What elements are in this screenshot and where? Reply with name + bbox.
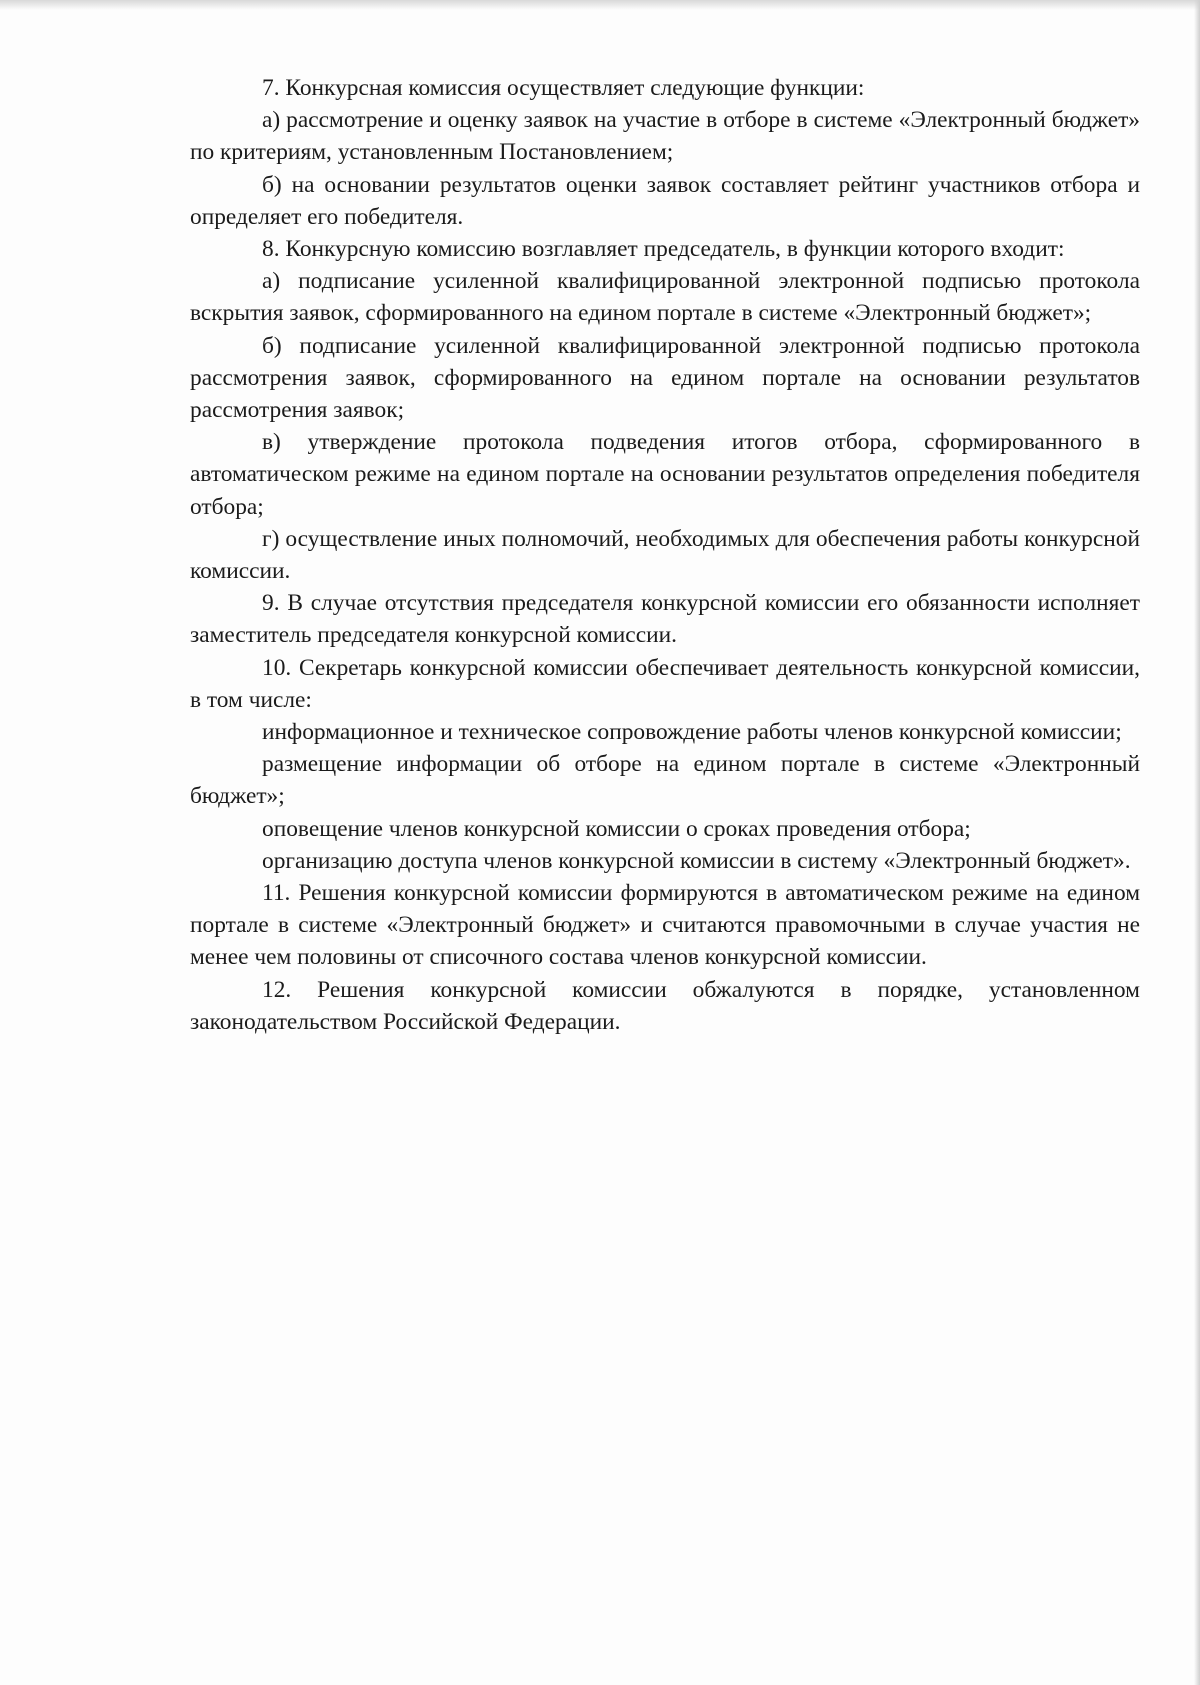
paragraph-10-item-4: организацию доступа членов конкурсной комиссии в систему «Электронный бюджет». [262,847,1131,874]
paragraph-11: 11. Решения конкурсной комиссии формируются в автоматическом режиме на едином портале в системе «Электронный бюджет» и считаются правомочными в случае участия не менее чем половины от списочного состава членов конкурсной комиссии. [190,880,1140,971]
paragraph-10-item-2: размещение информации об отборе на едином портале в системе «Электронный бюджет»; [190,751,1140,810]
paragraph-7: 7. Конкурсная комиссия осуществляет следующие функции: [262,75,865,101]
paragraph-7b: б) на основании результатов оценки заявок составляет рейтинг участников отбора и определяет его победителя. [190,171,1140,230]
scan-edge-right [1194,0,1200,1685]
paragraph-10: 10. Секретарь конкурсной комиссии обеспечивает деятельность конкурсной комиссии, в том числе: [190,654,1140,713]
paragraph-8: 8. Конкурсную комиссию возглавляет председатель, в функции которого входит: [262,236,1065,263]
scan-edge-top [0,0,1200,10]
paragraph-8a: а) подписание усиленной квалифицированной электронной подписью протокола вскрытия заявок, сформированного на едином портале в системе «Электронный бюджет»; [190,268,1140,327]
paragraph-8b: б) подписание усиленной квалифицированной электронной подписью протокола рассмотрения заявок, сформированного на едином портале на основании результатов рассмотрения заявок; [190,332,1140,424]
paragraph-8v: в) утверждение протокола подведения итогов отбора, сформированного в автоматическом режиме на едином портале на основании результатов определения победителя отбора; [190,429,1140,520]
document-body [190,72,1140,1038]
paragraph-8g: г) осуществление иных полномочий, необходимых для обеспечения работы конкурсной комиссии. [190,525,1140,585]
paragraph-9: 9. В случае отсутствия председателя конкурсной комиссии его обязанности исполняет заместитель председателя конкурсной комиссии. [190,590,1140,649]
paragraph-10-item-1: информационное и техническое сопровождение работы членов конкурсной комиссии; [262,719,1122,746]
paragraph-7a: а) рассмотрение и оценку заявок на участие в отборе в системе «Электронный бюджет» по критериям, установленным Постановлением; [190,107,1140,166]
paragraph-10-item-3: оповещение членов конкурсной комиссии о сроках проведения отбора; [262,815,971,842]
paragraph-12: 12. Решения конкурсной комиссии обжалуются в порядке, установленном законодательством Российской Федерации. [190,976,1140,1035]
